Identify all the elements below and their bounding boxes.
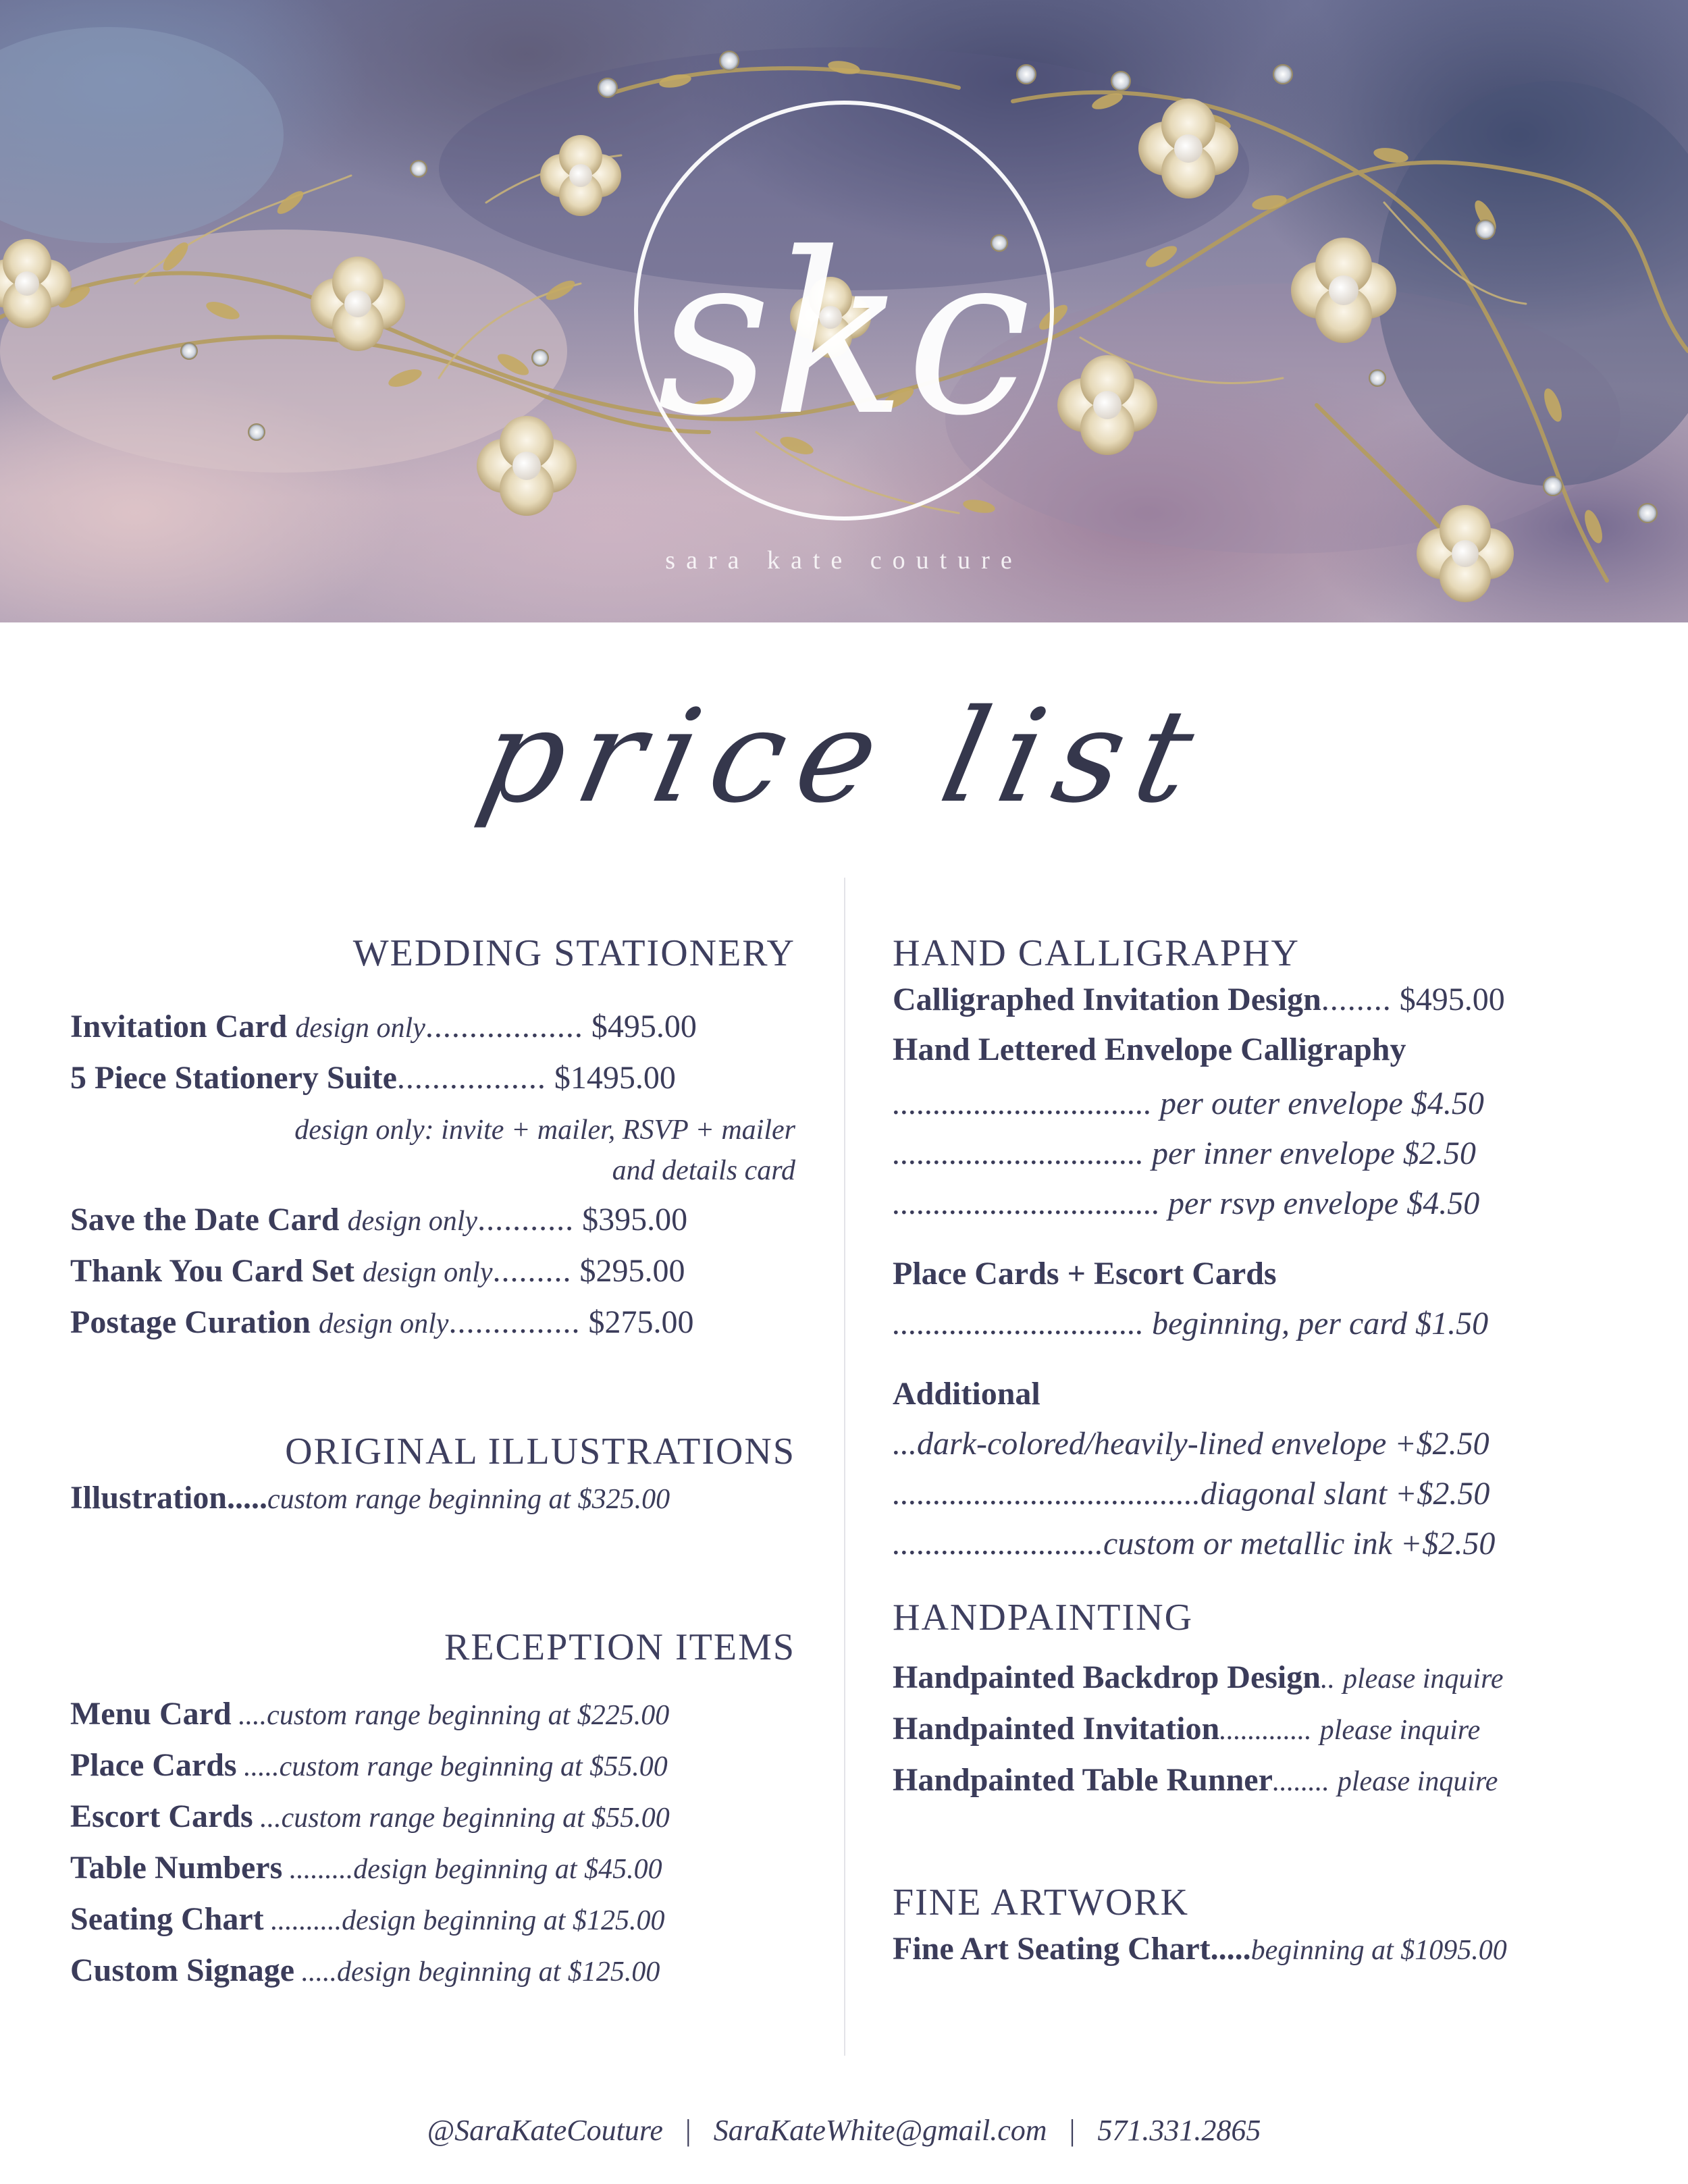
leader-dots: ..... — [227, 1480, 268, 1516]
contact-footer — [0, 2113, 1688, 2148]
price-row-save-the-date — [70, 1195, 795, 1246]
leader-dots: ..... — [294, 1956, 338, 1988]
place-card-price-line: ............................... beginning, per card $1.50 — [893, 1306, 1489, 1341]
item-name: Place Cards — [70, 1747, 237, 1783]
hero-banner — [0, 0, 1688, 622]
column-divider — [844, 878, 845, 2056]
item-name: Thank You Card Set — [70, 1253, 355, 1289]
envelope-price-line-rsvp: ................................. per rsvp envelope $4.50 — [893, 1186, 1480, 1221]
section-heading-reception-items: RECEPTION ITEMS — [444, 1626, 795, 1668]
item-desc: design only — [347, 1206, 478, 1237]
item-desc: design only — [363, 1257, 493, 1288]
price-row-place-cards — [70, 1740, 795, 1792]
price-row-escort-cards — [70, 1792, 795, 1843]
item-name: Escort Cards — [70, 1799, 253, 1834]
item-desc: design beginning at $125.00 — [342, 1905, 665, 1936]
price-row-handpainted-backdrop — [893, 1653, 1616, 1704]
floral-vine-illustration — [0, 0, 1688, 622]
leader-dots: ........ — [1321, 982, 1392, 1017]
item-desc: design beginning at $125.00 — [337, 1956, 660, 1988]
item-name: Illustration — [70, 1480, 228, 1516]
price-row-illustration — [70, 1473, 795, 1524]
item-name: Postage Curation — [70, 1304, 311, 1340]
instagram-handle[interactable]: @SaraKateCouture — [427, 2114, 663, 2147]
leader-dots: ........... — [477, 1202, 575, 1237]
item-price: $395.00 — [582, 1202, 688, 1237]
item-name: Save the Date Card — [70, 1202, 340, 1237]
additional-line-dark-envelope: ...dark-colored/heavily-lined envelope +$2.50 — [893, 1426, 1489, 1462]
leader-dots: .. — [1320, 1663, 1335, 1695]
subheading-additional — [893, 1369, 1616, 1419]
leader-dots: ..... — [236, 1751, 280, 1782]
section-heading-hand-calligraphy: HAND CALLIGRAPHY — [893, 932, 1300, 974]
leader-dots: ........ — [1272, 1766, 1329, 1797]
subheading-envelope-calligraphy — [893, 1025, 1616, 1075]
item-desc: beginning at $1095.00 — [1250, 1935, 1507, 1966]
item-name: 5 Piece Stationery Suite — [70, 1060, 397, 1096]
leader-dots: ......... — [492, 1253, 572, 1289]
item-desc: please inquire — [1337, 1766, 1498, 1797]
item-desc: custom range beginning at $55.00 — [279, 1751, 668, 1782]
suite-note-line-1: design only: invite + mailer, RSVP + mailer — [294, 1115, 795, 1146]
email-link[interactable]: SaraKateWhite@gmail.com — [713, 2114, 1047, 2147]
price-row-calligraphed-invitation — [893, 975, 1616, 1025]
section-heading-fine-artwork: FINE ARTWORK — [893, 1882, 1190, 1923]
item-desc: custom range beginning at $325.00 — [267, 1484, 670, 1515]
item-desc: please inquire — [1342, 1663, 1504, 1695]
leader-dots: ............. — [1219, 1715, 1312, 1746]
additional-line-diagonal-slant: ......................................diagonal slant +$2.50 — [893, 1476, 1490, 1512]
item-name: Place Cards + Escort Cards — [893, 1256, 1277, 1291]
item-name: Handpainted Backdrop Design — [893, 1659, 1321, 1695]
envelope-price-line-inner: ............................... per inner envelope $2.50 — [893, 1136, 1476, 1171]
item-desc: design only — [318, 1308, 449, 1339]
leader-dots: ............... — [448, 1304, 581, 1340]
item-price: $275.00 — [588, 1304, 694, 1340]
item-desc: design only — [295, 1013, 425, 1044]
item-price: $295.00 — [579, 1253, 685, 1289]
additional-line-metallic-ink: ..........................custom or metallic ink +$2.50 — [893, 1526, 1496, 1562]
price-row-table-numbers — [70, 1843, 795, 1894]
price-row-invitation-card — [70, 1002, 795, 1053]
leader-dots: ... — [253, 1803, 282, 1834]
suite-note-line-2: and details card — [612, 1155, 795, 1186]
price-row-custom-signage — [70, 1946, 795, 1997]
price-row-fine-art-seating-chart — [893, 1924, 1616, 1975]
left-column — [70, 932, 795, 1997]
leader-dots: .......... — [263, 1905, 342, 1936]
item-desc: design beginning at $45.00 — [353, 1854, 662, 1885]
item-desc: custom range beginning at $225.00 — [267, 1700, 670, 1731]
monogram: skc — [656, 205, 1032, 464]
leader-dots: .................. — [425, 1009, 583, 1044]
item-name: Handpainted Table Runner — [893, 1762, 1273, 1798]
item-name: Custom Signage — [70, 1952, 295, 1988]
price-row-handpainted-invitation — [893, 1704, 1616, 1755]
item-name: Table Numbers — [70, 1850, 283, 1886]
footer-separator: | — [1069, 2114, 1076, 2147]
item-name: Calligraphed Invitation Design — [893, 982, 1321, 1017]
price-row-seating-chart — [70, 1894, 795, 1946]
item-price: $495.00 — [1399, 982, 1505, 1017]
phone-number[interactable]: 571.331.2865 — [1097, 2114, 1261, 2147]
leader-dots: .... — [231, 1700, 267, 1731]
subheading-place-escort-cards — [893, 1249, 1616, 1299]
item-desc: custom range beginning at $55.00 — [281, 1803, 670, 1834]
brand-name: sara kate couture — [665, 546, 1023, 575]
item-name: Hand Lettered Envelope Calligraphy — [893, 1032, 1406, 1067]
footer-separator: | — [685, 2114, 691, 2147]
price-row-menu-card — [70, 1689, 795, 1740]
leader-dots: ..... — [1210, 1931, 1251, 1967]
envelope-price-line-outer: ................................ per outer envelope $4.50 — [893, 1086, 1484, 1121]
item-name: Fine Art Seating Chart — [893, 1931, 1211, 1967]
section-heading-handpainting: HANDPAINTING — [893, 1597, 1194, 1639]
item-name: Additional — [893, 1376, 1040, 1412]
item-name: Invitation Card — [70, 1009, 288, 1044]
price-row-thank-you-card — [70, 1246, 795, 1298]
section-heading-original-illustrations: ORIGINAL ILLUSTRATIONS — [285, 1431, 795, 1472]
price-row-handpainted-table-runner — [893, 1755, 1616, 1807]
item-name: Handpainted Invitation — [893, 1711, 1220, 1747]
price-row-postage-curation — [70, 1298, 795, 1349]
item-price: $495.00 — [591, 1009, 697, 1044]
item-name: Seating Chart — [70, 1901, 264, 1937]
page-title: price list — [467, 682, 1221, 831]
leader-dots: ......... — [282, 1854, 354, 1885]
item-price: $1495.00 — [554, 1060, 676, 1096]
section-heading-wedding-stationery: WEDDING STATIONERY — [352, 932, 795, 974]
leader-dots: ................. — [396, 1060, 546, 1096]
item-name: Menu Card — [70, 1696, 232, 1732]
right-column — [893, 932, 1616, 1975]
item-desc: please inquire — [1319, 1715, 1481, 1746]
price-row-stationery-suite — [70, 1053, 795, 1103]
